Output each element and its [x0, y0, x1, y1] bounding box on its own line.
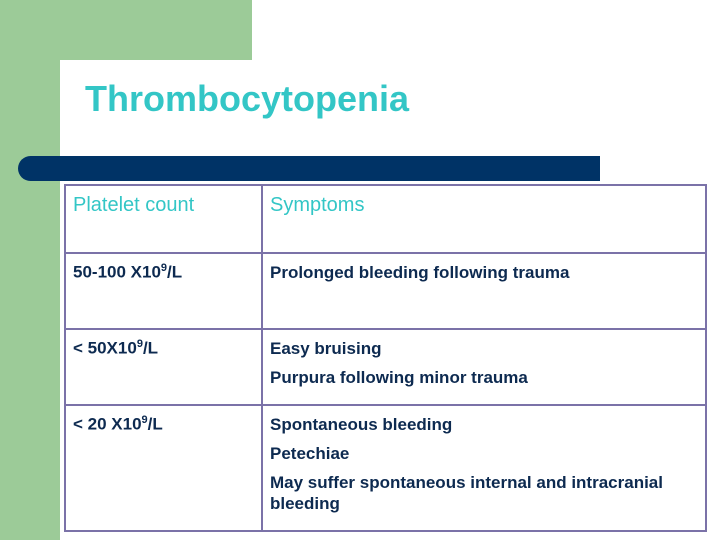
table-row: [65, 405, 706, 531]
table-row: [65, 329, 706, 405]
green-accent-left: [0, 0, 60, 540]
table-header-row: [65, 185, 706, 253]
platelet-count-cell: < $50X10^9/L$: [65, 329, 262, 405]
symptoms-cell: Spontaneous bleeding Petechiae May suffer spontaneous internal and intracranial bleeding: [262, 405, 706, 531]
slide-title: Thrombocytopenia: [85, 78, 410, 119]
platelet-count-cell: < 20 $X10^9/L$: [65, 405, 262, 531]
title-divider-bar: [18, 156, 600, 181]
symptoms-cell: Prolonged bleeding following trauma: [262, 253, 706, 329]
symptoms-table: [64, 184, 707, 532]
header-platelet-count: Platelet count: [65, 185, 262, 253]
table-row: [65, 253, 706, 329]
platelet-count-cell: 50-100 $X10^9/L$: [65, 253, 262, 329]
symptoms-cell: Easy bruising Purpura following minor trauma: [262, 329, 706, 405]
header-symptoms: Symptoms: [262, 185, 706, 253]
